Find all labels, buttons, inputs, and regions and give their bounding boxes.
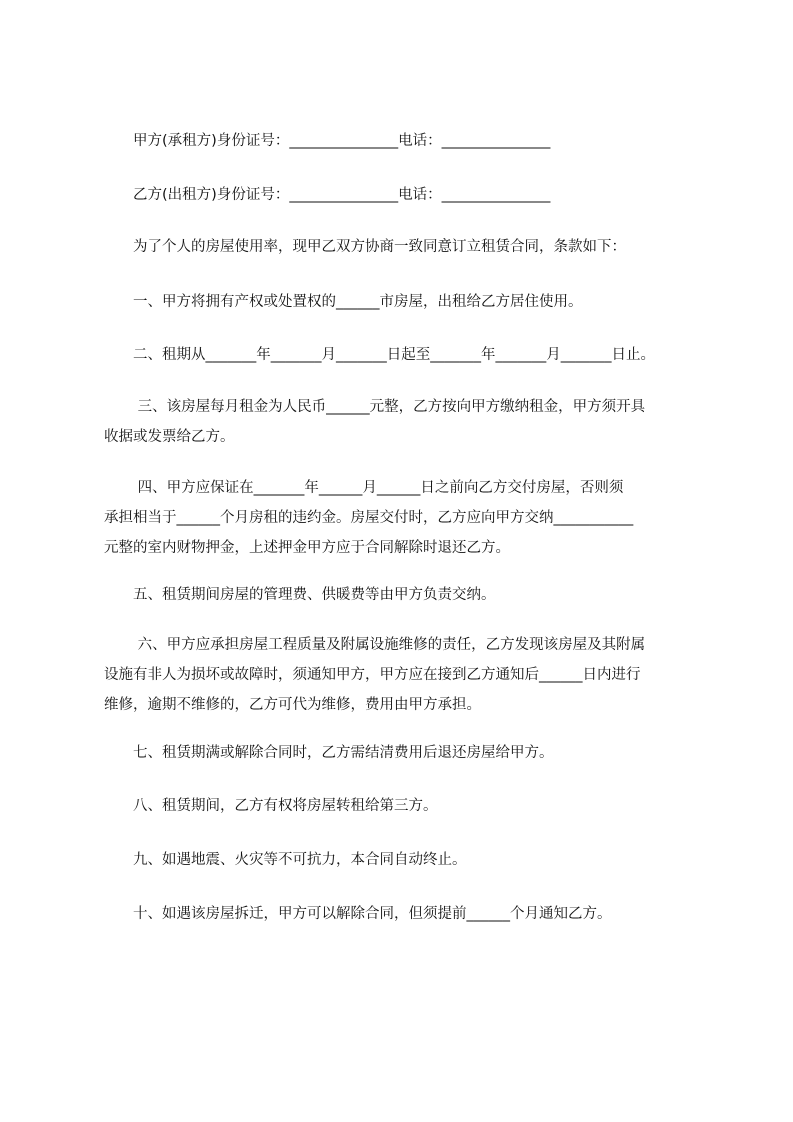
clause-5 <box>104 580 704 610</box>
text-line: 一、甲方将拥有产权或处置权的______市房屋，出租给乙方居住使用。 <box>104 294 583 310</box>
text-line: 维修，逾期不维修的，乙方可代为维修，费用由甲方承担。 <box>104 697 481 713</box>
text-line: 承担相当于______个月房租的违约金。房屋交付时，乙方应向甲方交纳___________ <box>104 510 634 526</box>
text-line: 设施有非人为损坏或故障时，须通知甲方，甲方应在接到乙方通知后______日内进行 <box>104 667 641 683</box>
text-line: 四、甲方应保证在_______年______月______日之前向乙方交付房屋，否则须 <box>104 480 624 496</box>
text-line: 元整的室内财物押金，上述押金甲方应于合同解除时退还乙方。 <box>104 540 510 556</box>
intro-paragraph <box>104 232 704 262</box>
text-line: 为了个人的房屋使用率，现甲乙双方协商一致同意订立租赁合同，条款如下： <box>104 239 626 255</box>
text-line: 九、如遇地震、火灾等不可抗力，本合同自动终止。 <box>104 852 467 868</box>
party-b-id-phone <box>104 180 704 210</box>
text-line: 二、租期从_______年_______月_______日起至_______年_______月_______日止。 <box>104 347 655 363</box>
text-line: 收据或发票给乙方。 <box>104 429 235 445</box>
text-line: 三、该房屋每月租金为人民币______元整，乙方按向甲方缴纳租金，甲方须开具 <box>104 399 646 415</box>
clause-1 <box>104 287 704 317</box>
clause-4 <box>104 473 704 563</box>
text-line: 十、如遇该房屋拆迁，甲方可以解除合同，但须提前______个月通知乙方。 <box>104 906 612 922</box>
clause-10 <box>104 899 704 929</box>
text-line: 六、甲方应承担房屋工程质量及附属设施维修的责任，乙方发现该房屋及其附属 <box>104 637 646 653</box>
clause-3 <box>104 392 704 452</box>
clause-2 <box>104 340 704 370</box>
text-line: 八、租赁期间，乙方有权将房屋转租给第三方。 <box>104 798 438 814</box>
party-a-id-phone <box>104 126 704 156</box>
clause-6 <box>104 630 704 720</box>
text-line: 甲方(承租方)身份证号：_______________电话：_______________ <box>104 133 551 149</box>
text-line: 七、租赁期满或解除合同时，乙方需结清费用后退还房屋给甲方。 <box>104 745 554 761</box>
clause-9 <box>104 845 704 875</box>
clause-8 <box>104 791 704 821</box>
clause-7 <box>104 738 704 768</box>
text-line: 五、租赁期间房屋的管理费、供暖费等由甲方负责交纳。 <box>104 587 496 603</box>
text-line: 乙方(出租方)身份证号：_______________电话：_______________ <box>104 187 551 203</box>
